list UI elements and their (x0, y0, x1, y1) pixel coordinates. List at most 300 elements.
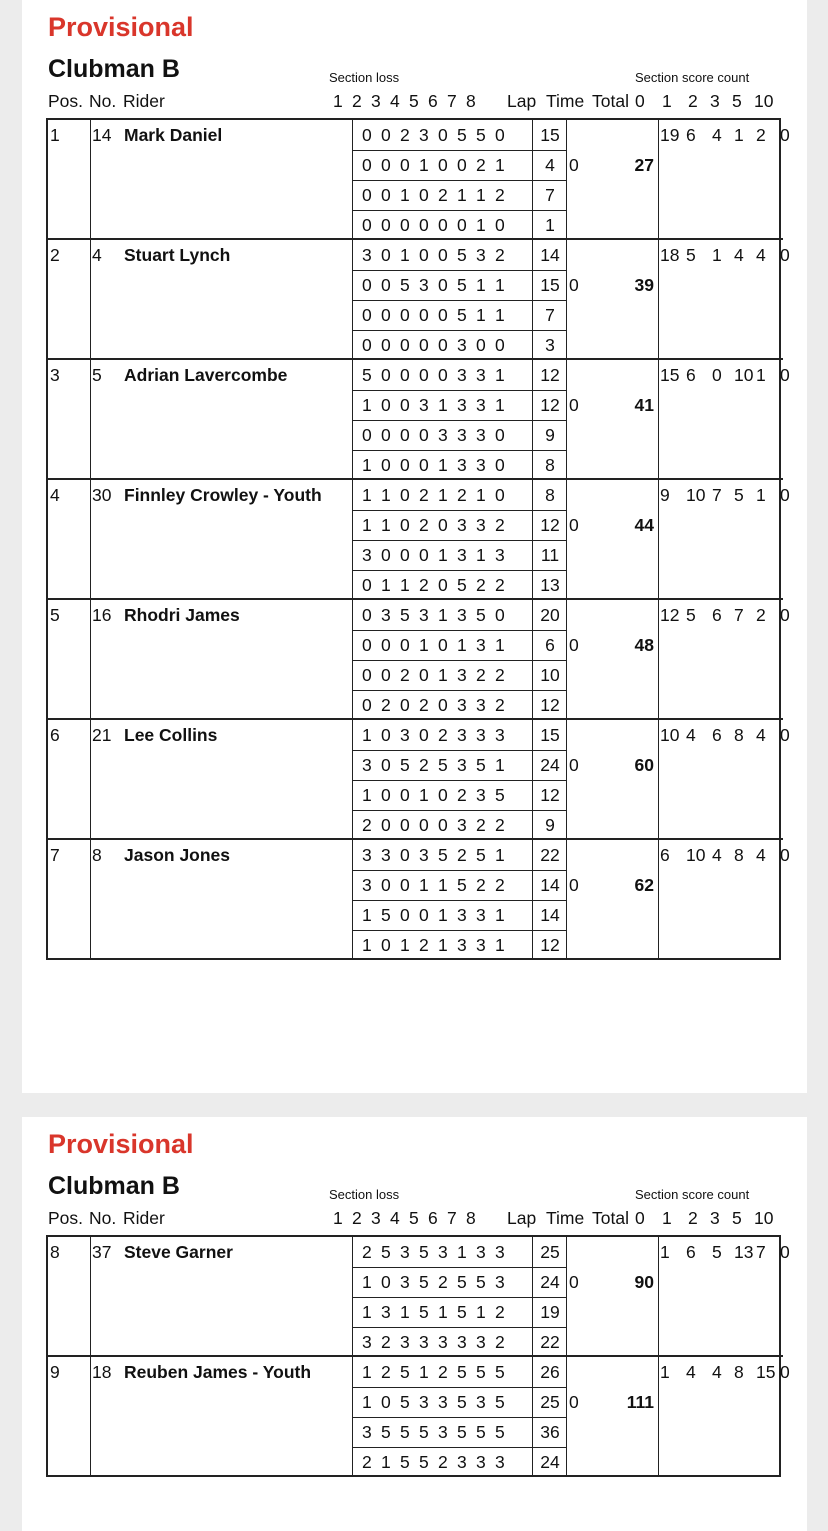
section-score: 0 (438, 515, 448, 535)
section-score: 2 (495, 245, 505, 265)
score-count: 2 (756, 605, 766, 625)
section-score: 1 (419, 785, 429, 805)
section-score: 0 (495, 125, 505, 145)
header-section-2: 2 (352, 91, 362, 111)
rider-total: 60 (634, 755, 654, 775)
score-count: 1 (660, 1242, 670, 1262)
section-score: 5 (400, 1392, 410, 1412)
score-count: 4 (712, 125, 722, 145)
section-score: 3 (476, 1392, 486, 1412)
section-score: 0 (438, 335, 448, 355)
section-score: 2 (419, 515, 429, 535)
section-score: 0 (381, 215, 391, 235)
section-score: 0 (400, 635, 410, 655)
section-score: 3 (476, 1332, 486, 1352)
header-section-8: 8 (466, 91, 476, 111)
header-section-3: 3 (371, 91, 381, 111)
section-score: 0 (362, 425, 372, 445)
rider-name: Stuart Lynch (124, 245, 231, 265)
section-score: 1 (362, 455, 372, 475)
header-score-1: 1 (662, 1208, 672, 1228)
section-score: 3 (438, 425, 448, 445)
section-score: 1 (362, 485, 372, 505)
section-score: 0 (438, 635, 448, 655)
section-score: 3 (476, 935, 486, 955)
section-score: 2 (457, 485, 467, 505)
section-score: 3 (438, 1392, 448, 1412)
section-score: 5 (400, 605, 410, 625)
section-score: 5 (457, 305, 467, 325)
section-score: 0 (419, 425, 429, 445)
rider-position: 6 (50, 725, 60, 745)
section-score: 1 (362, 905, 372, 925)
section-score: 3 (419, 395, 429, 415)
lap-total: 15 (540, 725, 560, 745)
column-divider (90, 1237, 91, 1357)
section-score: 0 (438, 215, 448, 235)
rider-name: Lee Collins (124, 725, 218, 745)
rider-total: 111 (626, 1392, 654, 1412)
rider-total: 62 (634, 875, 654, 895)
section-score: 5 (400, 1452, 410, 1472)
section-score: 5 (438, 755, 448, 775)
section-score: 3 (362, 845, 372, 865)
section-score: 1 (495, 305, 505, 325)
header-score-3: 3 (710, 1208, 720, 1228)
header-score-10: 10 (754, 1208, 774, 1228)
section-score: 5 (419, 1302, 429, 1322)
section-score: 5 (362, 365, 372, 385)
section-score: 3 (438, 1242, 448, 1262)
score-count: 10 (686, 845, 706, 865)
lap-total: 14 (540, 875, 560, 895)
section-score: 3 (419, 1332, 429, 1352)
section-score: 1 (381, 485, 391, 505)
section-score: 2 (419, 485, 429, 505)
section-score: 0 (438, 575, 448, 595)
section-score: 5 (381, 1242, 391, 1262)
section-score: 2 (495, 185, 505, 205)
section-score: 1 (438, 935, 448, 955)
column-divider (90, 360, 91, 480)
section-score: 3 (476, 905, 486, 925)
lap-total: 7 (545, 185, 555, 205)
section-score: 3 (476, 695, 486, 715)
rider-time: 0 (569, 275, 579, 295)
lap-total: 19 (540, 1302, 560, 1322)
section-score: 5 (400, 755, 410, 775)
rider-number: 21 (92, 725, 112, 745)
section-score: 5 (457, 1272, 467, 1292)
header-section-3: 3 (371, 1208, 381, 1228)
section-score: 2 (438, 1362, 448, 1382)
lap-total: 24 (540, 755, 560, 775)
section-score: 5 (419, 1272, 429, 1292)
section-score: 5 (495, 785, 505, 805)
section-score: 1 (476, 305, 486, 325)
header-score-0: 0 (635, 1208, 645, 1228)
score-count: 1 (734, 125, 744, 145)
score-count: 0 (780, 725, 790, 745)
section-score: 3 (457, 725, 467, 745)
section-score: 1 (438, 1302, 448, 1322)
status-title: Provisional (48, 1129, 194, 1159)
section-score: 2 (495, 695, 505, 715)
header-lap: Lap (507, 1208, 537, 1228)
section-score: 1 (419, 1362, 429, 1382)
section-score: 2 (495, 875, 505, 895)
rider-row (48, 120, 790, 240)
lap-total: 24 (540, 1272, 560, 1292)
section-score: 0 (381, 275, 391, 295)
section-score: 5 (457, 875, 467, 895)
lap-total: 15 (540, 275, 560, 295)
section-score: 1 (438, 545, 448, 565)
section-score: 3 (457, 695, 467, 715)
lap-total: 10 (540, 665, 560, 685)
rider-row (48, 838, 790, 960)
section-score: 1 (400, 575, 410, 595)
section-score: 5 (457, 245, 467, 265)
column-divider (658, 120, 659, 240)
column-divider (658, 720, 659, 840)
rider-position: 2 (50, 245, 60, 265)
section-loss-label: Section loss (329, 1187, 400, 1202)
section-score: 3 (362, 245, 372, 265)
section-score: 3 (457, 935, 467, 955)
section-score: 5 (476, 755, 486, 775)
section-score: 0 (495, 425, 505, 445)
section-score: 0 (476, 335, 486, 355)
rider-total: 90 (634, 1272, 654, 1292)
rider-number: 5 (92, 365, 102, 385)
section-score: 5 (419, 1452, 429, 1472)
section-score: 3 (495, 545, 505, 565)
rider-number: 37 (92, 1242, 112, 1262)
section-score: 3 (476, 725, 486, 745)
status-title: Provisional (48, 12, 194, 42)
section-score: 1 (495, 155, 505, 175)
column-divider (658, 360, 659, 480)
rider-time: 0 (569, 635, 579, 655)
rider-number: 4 (92, 245, 102, 265)
header-score-2: 2 (688, 91, 698, 111)
score-count: 0 (780, 605, 790, 625)
section-score: 0 (457, 215, 467, 235)
section-score: 5 (438, 845, 448, 865)
section-score: 0 (381, 125, 391, 145)
section-score: 5 (476, 605, 486, 625)
section-score: 1 (362, 515, 372, 535)
section-score: 5 (457, 1302, 467, 1322)
section-score: 5 (495, 1362, 505, 1382)
class-title: Clubman B (48, 55, 180, 83)
section-score: 5 (476, 125, 486, 145)
column-divider (566, 360, 567, 480)
rider-number: 18 (92, 1362, 112, 1382)
score-count: 0 (780, 1362, 790, 1382)
score-count: 18 (660, 245, 680, 265)
column-divider (566, 480, 567, 600)
section-score: 3 (476, 245, 486, 265)
section-score: 3 (476, 1242, 486, 1262)
score-count: 1 (660, 1362, 670, 1382)
section-score: 5 (381, 1422, 391, 1442)
section-score: 2 (419, 935, 429, 955)
section-score: 0 (400, 335, 410, 355)
section-score: 1 (438, 875, 448, 895)
section-score: 3 (457, 425, 467, 445)
section-score: 1 (476, 275, 486, 295)
column-divider (90, 1357, 91, 1477)
section-score: 2 (381, 695, 391, 715)
score-count: 4 (686, 725, 696, 745)
header-section-2: 2 (352, 1208, 362, 1228)
section-score: 2 (419, 755, 429, 775)
header-pos: Pos. (48, 91, 84, 111)
header-section-7: 7 (447, 91, 457, 111)
score-count: 8 (734, 1362, 744, 1382)
score-count: 5 (686, 245, 696, 265)
lap-total: 12 (540, 365, 560, 385)
score-count: 0 (780, 365, 790, 385)
section-score: 0 (362, 275, 372, 295)
score-count: 1 (756, 365, 766, 385)
section-score: 3 (457, 1332, 467, 1352)
section-score: 1 (495, 845, 505, 865)
section-score: 0 (400, 515, 410, 535)
column-divider (90, 600, 91, 720)
section-score: 0 (381, 155, 391, 175)
section-score: 1 (476, 1302, 486, 1322)
score-count: 19 (660, 125, 680, 145)
results-table (46, 118, 790, 960)
lap-total: 22 (540, 1332, 560, 1352)
rider-number: 8 (92, 845, 102, 865)
column-divider (658, 240, 659, 360)
rider-name: Mark Daniel (124, 125, 223, 145)
section-score: 3 (362, 545, 372, 565)
section-score: 0 (381, 365, 391, 385)
section-score: 0 (438, 695, 448, 715)
header-score-5: 5 (732, 91, 742, 111)
column-divider (90, 480, 91, 600)
section-score: 3 (457, 1452, 467, 1472)
score-count: 5 (686, 605, 696, 625)
rider-row (48, 598, 790, 720)
score-count: 12 (660, 605, 680, 625)
section-score: 0 (362, 185, 372, 205)
section-score: 3 (476, 395, 486, 415)
section-score: 0 (381, 305, 391, 325)
section-score: 0 (419, 545, 429, 565)
section-score: 3 (419, 1392, 429, 1412)
section-score: 3 (400, 725, 410, 745)
results-table (46, 1235, 790, 1477)
section-score: 1 (362, 395, 372, 415)
section-score: 1 (438, 605, 448, 625)
section-score: 0 (362, 215, 372, 235)
section-score: 2 (362, 815, 372, 835)
section-score: 1 (381, 515, 391, 535)
lap-total: 4 (545, 155, 555, 175)
section-score: 0 (381, 935, 391, 955)
section-score: 0 (400, 905, 410, 925)
score-count: 4 (734, 245, 744, 265)
section-score: 5 (476, 1272, 486, 1292)
section-score: 0 (400, 485, 410, 505)
rider-time: 0 (569, 875, 579, 895)
section-score: 1 (438, 455, 448, 475)
score-count: 10 (734, 365, 754, 385)
section-score: 0 (381, 545, 391, 565)
score-count: 1 (712, 245, 722, 265)
section-score: 0 (400, 875, 410, 895)
section-score: 0 (438, 815, 448, 835)
header-section-5: 5 (409, 91, 419, 111)
score-count: 4 (712, 1362, 722, 1382)
section-score: 2 (457, 785, 467, 805)
section-score: 3 (476, 785, 486, 805)
score-count: 9 (660, 485, 670, 505)
rider-row (48, 1355, 790, 1477)
section-score: 0 (438, 785, 448, 805)
section-score: 1 (419, 635, 429, 655)
section-score: 1 (495, 395, 505, 415)
rider-row (48, 1237, 790, 1357)
section-score: 0 (362, 305, 372, 325)
rider-position: 9 (50, 1362, 60, 1382)
rider-total: 41 (634, 395, 654, 415)
header-time: Time (546, 91, 585, 111)
rider-row (48, 238, 790, 360)
section-score: 3 (476, 455, 486, 475)
score-count: 13 (734, 1242, 754, 1262)
section-score: 2 (419, 575, 429, 595)
score-count: 1 (756, 485, 766, 505)
section-score: 3 (495, 1242, 505, 1262)
section-score: 1 (362, 725, 372, 745)
lap-total: 12 (540, 515, 560, 535)
score-count: 4 (756, 245, 766, 265)
score-count: 6 (686, 365, 696, 385)
lap-total: 24 (540, 1452, 560, 1472)
lap-total: 6 (545, 635, 555, 655)
score-count: 8 (734, 845, 744, 865)
score-count: 4 (686, 1362, 696, 1382)
header-score-5: 5 (732, 1208, 742, 1228)
section-score: 0 (438, 275, 448, 295)
section-score: 1 (438, 395, 448, 415)
section-score: 5 (400, 275, 410, 295)
section-score: 0 (419, 905, 429, 925)
section-score: 2 (438, 1452, 448, 1472)
score-count: 0 (780, 485, 790, 505)
score-count: 6 (686, 125, 696, 145)
section-score: 3 (457, 395, 467, 415)
section-score: 0 (400, 365, 410, 385)
section-score: 0 (419, 725, 429, 745)
column-divider (658, 840, 659, 960)
section-score: 0 (419, 305, 429, 325)
section-score: 2 (438, 185, 448, 205)
section-score: 0 (362, 155, 372, 175)
section-score: 0 (400, 215, 410, 235)
section-score: 1 (400, 935, 410, 955)
section-score: 0 (381, 725, 391, 745)
header-no: No. (89, 1208, 117, 1228)
header-section-4: 4 (390, 1208, 400, 1228)
header-score-10: 10 (754, 91, 774, 111)
score-count: 4 (756, 725, 766, 745)
section-score: 3 (457, 905, 467, 925)
section-score: 3 (457, 515, 467, 535)
column-divider (658, 480, 659, 600)
lap-total: 14 (540, 245, 560, 265)
header-section-1: 1 (333, 91, 343, 111)
section-score: 3 (457, 605, 467, 625)
section-score: 1 (362, 1362, 372, 1382)
section-score: 2 (400, 125, 410, 145)
section-score: 0 (362, 695, 372, 715)
section-score: 0 (362, 125, 372, 145)
section-score: 3 (476, 365, 486, 385)
rider-position: 3 (50, 365, 60, 385)
section-score: 0 (381, 455, 391, 475)
section-score: 0 (381, 425, 391, 445)
section-score: 5 (476, 1362, 486, 1382)
rider-position: 4 (50, 485, 60, 505)
column-header-row (22, 1208, 807, 1230)
section-score: 5 (495, 1392, 505, 1412)
section-score: 5 (419, 1242, 429, 1262)
section-score: 1 (495, 905, 505, 925)
rider-time: 0 (569, 515, 579, 535)
rider-row (48, 358, 790, 480)
section-score: 1 (362, 935, 372, 955)
lap-total: 36 (540, 1422, 560, 1442)
header-section-7: 7 (447, 1208, 457, 1228)
section-score: 0 (495, 335, 505, 355)
section-score: 0 (381, 1272, 391, 1292)
rider-total: 39 (634, 275, 654, 295)
section-score: 0 (400, 845, 410, 865)
section-score: 0 (381, 815, 391, 835)
column-divider (90, 240, 91, 360)
section-score: 1 (457, 185, 467, 205)
section-score: 1 (476, 185, 486, 205)
section-score: 0 (381, 665, 391, 685)
column-divider (566, 1357, 567, 1477)
lap-total: 3 (545, 335, 555, 355)
section-score: 2 (476, 875, 486, 895)
results-page-2 (22, 1117, 807, 1531)
section-score: 1 (476, 215, 486, 235)
score-count: 8 (734, 725, 744, 745)
section-score: 3 (419, 605, 429, 625)
score-count: 5 (734, 485, 744, 505)
section-score: 2 (476, 575, 486, 595)
column-divider (566, 240, 567, 360)
header-section-6: 6 (428, 1208, 438, 1228)
rider-time: 0 (569, 1392, 579, 1412)
section-score: 1 (495, 365, 505, 385)
section-score: 2 (400, 665, 410, 685)
header-score-0: 0 (635, 91, 645, 111)
section-score: 0 (495, 605, 505, 625)
section-score: 3 (381, 1302, 391, 1322)
section-score: 0 (419, 185, 429, 205)
